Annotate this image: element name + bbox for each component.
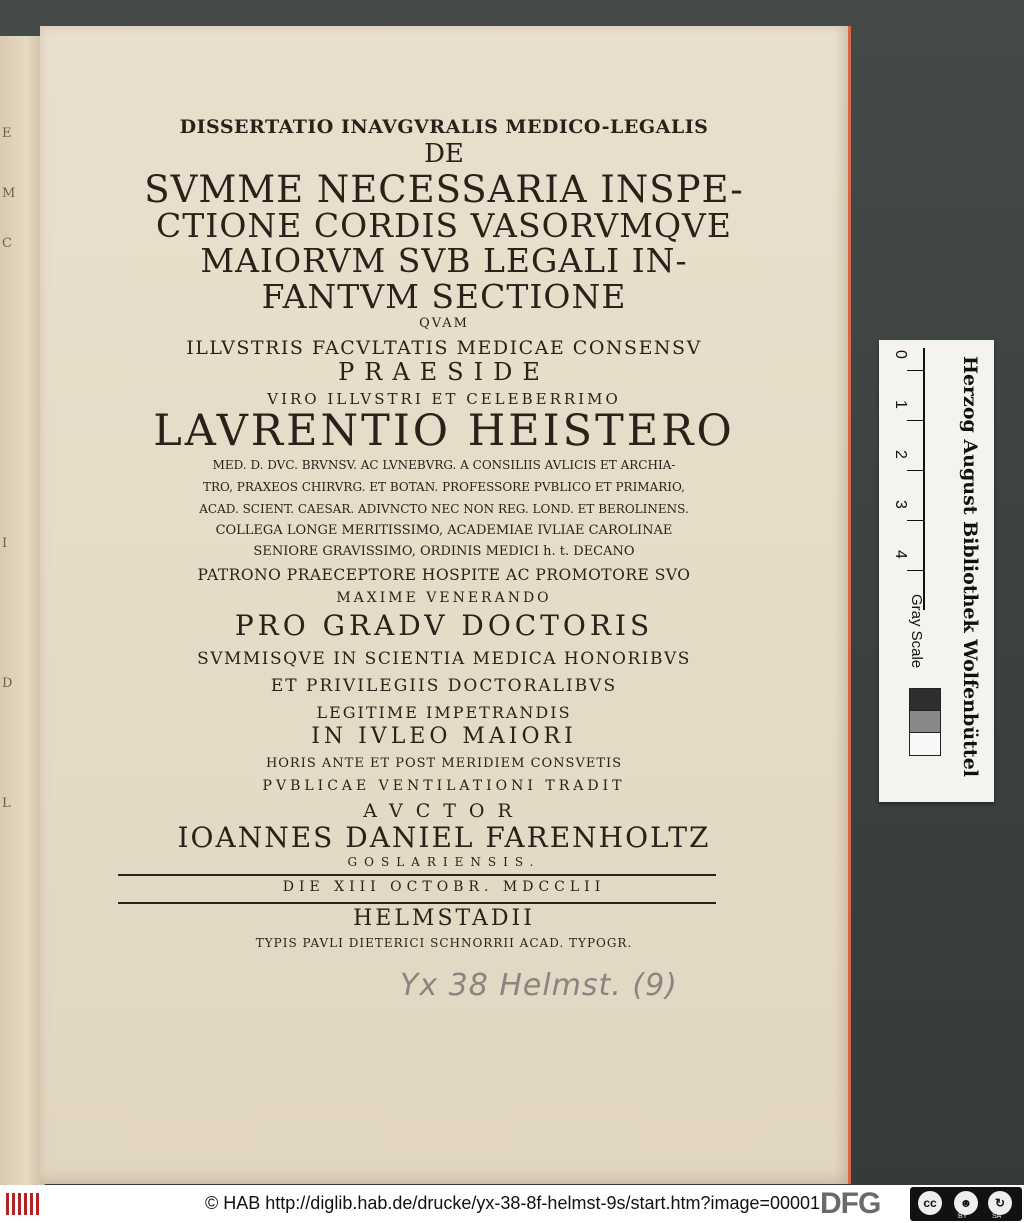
ventilationi-line: PVBLICAE VENTILATIONI TRADIT — [262, 778, 626, 794]
page-edge-fragment: M — [2, 186, 16, 201]
swatch-black — [909, 688, 941, 712]
venerando-line: MAXIME VENERANDO — [336, 590, 552, 606]
swatch-gray — [909, 710, 941, 734]
copyright-link[interactable]: © HAB http://diglib.hab.de/drucke/yx-38-8f-helmst-9s/start.htm?image=00001 — [205, 1193, 821, 1213]
scale-number: 0 — [892, 350, 909, 359]
institution-label: Herzog August Bibliothek Wolfenbüttel — [959, 356, 981, 777]
dissertation-heading: DISSERTATIO INAVGVRALIS MEDICO-LEGALIS — [179, 116, 709, 138]
hab-logo-icon — [4, 1189, 40, 1219]
scale-number: 3 — [892, 500, 909, 509]
ruler-tick — [907, 420, 923, 421]
scale-number: 1 — [892, 400, 909, 409]
faculty-line: ILLVSTRIS FACVLTATIS MEDICAE CONSENSV — [186, 337, 702, 359]
scale-number: 4 — [892, 550, 909, 559]
viro-line: VIRO ILLVSTRI ET CELEBERRIMO — [267, 390, 621, 408]
ruler-line — [923, 348, 925, 610]
divider-bottom — [118, 902, 716, 904]
ruler-tick — [907, 470, 923, 471]
titles-line-3: ACAD. SCIENT. CAESAR. ADIVNCTO NEC NON REG. LOND. ET BEROLINENS. — [199, 502, 689, 516]
title-de: DE — [424, 139, 464, 169]
printer-line: TYPIS PAVLI DIETERICI SCHNORRII ACAD. TYPOGR. — [255, 936, 633, 950]
titles-line-1: MED. D. DVC. BRVNSV. AC LVNEBVRG. A CONSILIIS AVLICIS ET ARCHIA- — [212, 458, 676, 472]
by-label: BY — [958, 1213, 968, 1220]
date-line: DIE XIII OCTOBR. MDCCLII — [282, 879, 606, 895]
sa-label: SA — [992, 1213, 1002, 1220]
divider-top — [118, 874, 716, 876]
by-icon: ☻ — [954, 1191, 978, 1215]
titles-line-5: SENIORE GRAVISSIMO, ORDINIS MEDICI h. t. DECANO — [253, 544, 635, 559]
sa-icon: ↻ — [988, 1191, 1012, 1215]
praeside-line: PRAESIDE — [338, 358, 550, 386]
title-line-4: FANTVM SECTIONE — [261, 277, 627, 316]
license-badge[interactable] — [910, 1187, 1022, 1221]
swatch-white — [909, 732, 941, 756]
page-edge-fragment: L — [2, 796, 12, 811]
ruler-tick — [907, 370, 923, 371]
horis-line: HORIS ANTE ET POST MERIDIEM CONSVETIS — [265, 756, 623, 771]
gray-scale-label: Gray Scale — [908, 594, 925, 669]
shelfmark-handwriting: Yx 38 Helmst. (9) — [400, 968, 678, 1003]
iuleo-line: IN IVLEO MAIORI — [311, 724, 577, 749]
scale-number: 2 — [892, 450, 909, 459]
page-edge-fragment: E — [2, 126, 12, 141]
title-page — [40, 26, 851, 1184]
titles-line-4: COLLEGA LONGE MERITISSIMO, ACADEMIAE IVLIAE CAROLINAE — [215, 523, 673, 538]
titles-line-2: TRO, PRAXEOS CHIRVRG. ET BOTAN. PROFESSORE PVBLICO ET PRIMARIO, — [203, 480, 685, 494]
title-line-1: SVMME NECESSARIA INSPE- — [144, 168, 744, 211]
author-origin: GOSLARIENSIS. — [347, 855, 541, 869]
dfg-logo: DFG — [820, 1187, 881, 1220]
title-line-3: MAIORVM SVB LEGALI IN- — [200, 241, 688, 280]
auctor-line: AVCTOR — [363, 800, 525, 822]
privilegiis-line: ET PRIVILEGIIS DOCTORALIBVS — [270, 676, 618, 696]
cc-icon: cc — [918, 1191, 942, 1215]
president-name: LAVRENTIO HEISTERO — [153, 406, 735, 456]
page-edge-fragment: D — [2, 676, 13, 691]
ruler-tick — [907, 520, 923, 521]
patrono-line: PATRONO PRAECEPTORE HOSPITE AC PROMOTORE SVO — [197, 566, 691, 584]
page-edge-fragment: I — [2, 536, 8, 551]
viewer-footer — [0, 1185, 1024, 1223]
quam-line: QVAM — [419, 316, 469, 331]
impetrandis-line: LEGITIME IMPETRANDIS — [316, 703, 572, 722]
honoribus-line: SVMMISQVE IN SCIENTIA MEDICA HONORIBVS — [197, 649, 691, 669]
author-name: IOANNES DANIEL FARENHOLTZ — [177, 821, 711, 854]
grayscale-card — [879, 340, 994, 802]
previous-page-edge — [0, 36, 45, 1186]
title-line-2: CTIONE CORDIS VASORVMQVE — [156, 206, 732, 245]
ruler-tick — [907, 570, 923, 571]
place-line: HELMSTADII — [353, 906, 535, 931]
page-edge-fragment: C — [2, 236, 13, 251]
degree-line: PRO GRADV DOCTORIS — [234, 609, 654, 642]
